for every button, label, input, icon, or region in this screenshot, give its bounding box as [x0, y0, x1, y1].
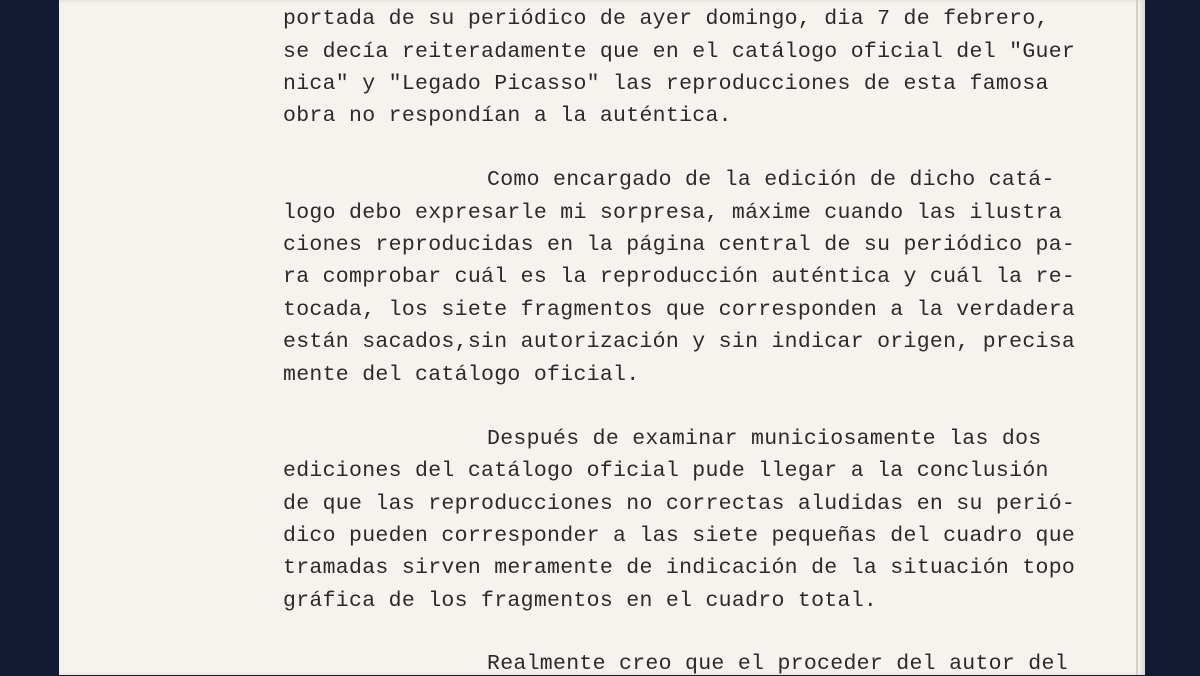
text-line: ediciones del catálogo oficial pude llegar a la conclusión: [283, 459, 1049, 483]
text-line: portada de su periódico de ayer domingo, dia 7 de febrero,: [283, 7, 1049, 31]
text-line: Después de examinar municiosamente las dos: [487, 427, 1042, 451]
text-line: logo debo expresarle mi sorpresa, máxime cuando las ilustra: [283, 201, 1062, 225]
text-line: nica" y "Legado Picasso" las reproducciones de esta famosa: [283, 72, 1049, 96]
text-line: Realmente creo que el proceder del autor del: [487, 652, 1068, 676]
text-line: tramadas sirven meramente de indicación de la situación topo: [283, 556, 1076, 580]
text-line: ciones reproducidas en la página central de su periódico pa-: [283, 233, 1076, 257]
text-line: están sacados,sin autorización y sin indicar origen, precisa: [283, 330, 1076, 354]
text-line: de que las reproducciones no correctas aludidas en su perió-: [283, 492, 1076, 516]
text-line: dico pueden corresponder a las siete pequeñas del cuadro que: [283, 524, 1076, 548]
text-line: tocada, los siete fragmentos que corresponden a la verdadera: [283, 298, 1076, 322]
text-line: gráfica de los fragmentos en el cuadro total.: [283, 589, 878, 613]
text-line: mente del catálogo oficial.: [283, 363, 640, 387]
text-line: Como encargado de la edición de dicho catá-: [487, 168, 1055, 192]
text-line: obra no respondían a la auténtica.: [283, 104, 732, 128]
text-line: ra comprobar cuál es la reproducción auténtica y cuál la re-: [283, 265, 1076, 289]
text-line: se decía reiteradamente que en el catálogo oficial del "Guer: [283, 40, 1076, 64]
